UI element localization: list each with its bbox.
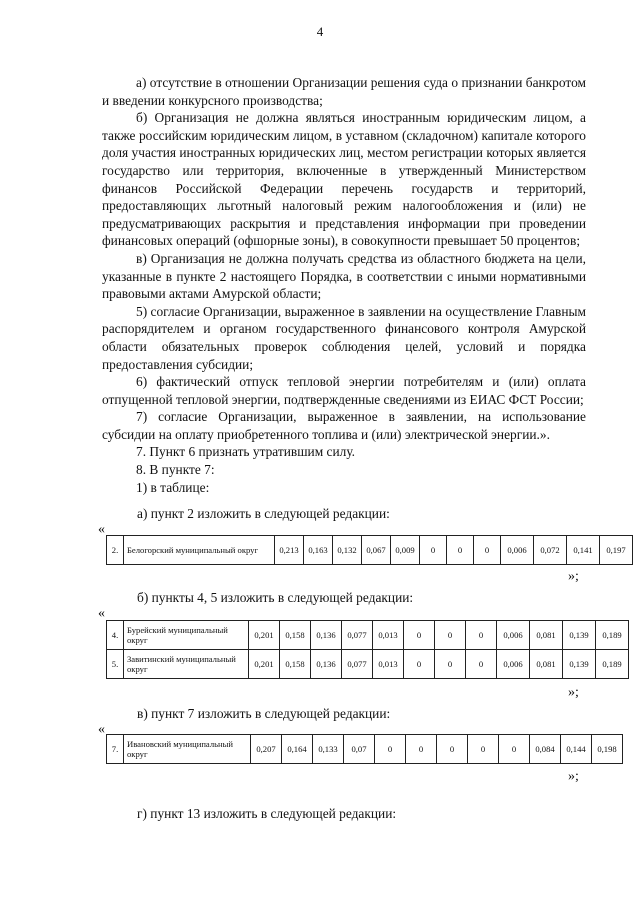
value-cell: 0 xyxy=(468,735,499,764)
paragraph-item-7: 7. Пункт 6 признать утратившим силу. xyxy=(136,444,356,460)
value-cell: 0,198 xyxy=(592,735,623,764)
instruction-b: б) пункты 4, 5 изложить в следующей редакции: xyxy=(137,590,414,605)
value-cell: 0,201 xyxy=(249,621,280,650)
page-number: 4 xyxy=(316,24,324,39)
value-cell: 0 xyxy=(375,735,406,764)
value-cell: 0 xyxy=(474,536,501,565)
row-number: 7. xyxy=(107,735,124,764)
value-cell: 0,013 xyxy=(373,621,404,650)
municipality-name: Бурейский муниципальный округ xyxy=(124,621,249,650)
value-cell: 0,139 xyxy=(563,650,596,679)
table-row xyxy=(107,650,629,679)
table-points-4-5 xyxy=(106,620,629,679)
instruction-a: а) пункт 2 изложить в следующей редакции: xyxy=(137,506,390,521)
value-cell: 0,006 xyxy=(497,621,530,650)
value-cell: 0,141 xyxy=(567,536,600,565)
value-cell: 0,084 xyxy=(530,735,561,764)
table-row xyxy=(107,536,633,565)
value-cell: 0,133 xyxy=(313,735,344,764)
close-quote: »; xyxy=(568,769,579,784)
table-point-7 xyxy=(106,734,623,764)
table-row xyxy=(107,735,623,764)
instruction-g: г) пункт 13 изложить в следующей редакции: xyxy=(137,806,397,821)
paragraph-b: б) Организация не должна являться иностранным юридическим лицом, а также российским юридическим лицом, в уставном (складочном) капитале которого доля участия иностранных юридических лиц, местом регистрации которых является государство или территория, включенные в утвержденный Министерством финансов Российской Федерации перечень государств и территорий, предоставляющих льготный налоговый режим налогообложения и (или) не предусматривающих раскрытия и представления информации при проведении финансовых операций (офшорные зоны), в совокупности превышает 50 процентов; xyxy=(102,110,586,249)
value-cell: 0 xyxy=(420,536,447,565)
value-cell: 0,164 xyxy=(282,735,313,764)
value-cell: 0,197 xyxy=(600,536,633,565)
table-point-2 xyxy=(106,535,633,565)
municipality-name: Ивановский муниципальный округ xyxy=(124,735,251,764)
row-number: 5. xyxy=(107,650,124,679)
paragraph-7: 7) согласие Организации, выраженное в заявлении, на использование субсидии на оплату приобретенного топлива и (или) электрической энергии.». xyxy=(102,409,586,442)
value-cell: 0 xyxy=(435,650,466,679)
value-cell: 0 xyxy=(404,621,435,650)
value-cell: 0 xyxy=(466,621,497,650)
row-number: 2. xyxy=(107,536,124,565)
value-cell: 0,081 xyxy=(530,650,563,679)
municipality-name: Белогорский муниципальный округ xyxy=(124,536,275,565)
instruction-v: в) пункт 7 изложить в следующей редакции: xyxy=(137,706,391,721)
row-number: 4. xyxy=(107,621,124,650)
value-cell: 0,072 xyxy=(534,536,567,565)
value-cell: 0,207 xyxy=(251,735,282,764)
table-row xyxy=(107,621,629,650)
value-cell: 0,163 xyxy=(304,536,333,565)
paragraph-5: 5) согласие Организации, выраженное в заявлении на осуществление Главным распорядителем и органом государственного финансового контроля Амурской области обязательных проверок соблюдения целей, условий и порядка предоставления субсидии; xyxy=(102,303,586,372)
value-cell: 0,144 xyxy=(561,735,592,764)
value-cell: 0,006 xyxy=(501,536,534,565)
paragraph-6: 6) фактический отпуск тепловой энергии потребителям и (или) оплата отпущенной тепловой энергии, подтвержденные сведениями из ЕИАС ФСТ России; xyxy=(102,374,586,407)
value-cell: 0 xyxy=(466,650,497,679)
value-cell: 0 xyxy=(406,735,437,764)
value-cell: 0 xyxy=(499,735,530,764)
open-quote: « xyxy=(98,722,105,737)
paragraph-v: в) Организация не должна получать средства из областного бюджета на цели, указанные в пункте 2 настоящего Порядка, в соответствии с иными нормативными правовыми актами Амурской области; xyxy=(102,250,586,302)
value-cell: 0,077 xyxy=(342,621,373,650)
value-cell: 0 xyxy=(437,735,468,764)
document-body xyxy=(102,74,586,496)
close-quote: »; xyxy=(568,685,579,700)
value-cell: 0,006 xyxy=(497,650,530,679)
value-cell: 0,136 xyxy=(311,621,342,650)
value-cell: 0,158 xyxy=(280,621,311,650)
value-cell: 0,07 xyxy=(344,735,375,764)
value-cell: 0,009 xyxy=(391,536,420,565)
value-cell: 0,213 xyxy=(275,536,304,565)
value-cell: 0,077 xyxy=(342,650,373,679)
open-quote: « xyxy=(98,522,105,537)
municipality-name: Завитинский муниципальный округ xyxy=(124,650,249,679)
value-cell: 0,158 xyxy=(280,650,311,679)
value-cell: 0,136 xyxy=(311,650,342,679)
value-cell: 0,189 xyxy=(596,621,629,650)
value-cell: 0,067 xyxy=(362,536,391,565)
value-cell: 0,139 xyxy=(563,621,596,650)
value-cell: 0,201 xyxy=(249,650,280,679)
paragraph-a: а) отсутствие в отношении Организации решения суда о признании банкротом и введении конкурсного производства; xyxy=(102,75,586,108)
value-cell: 0 xyxy=(447,536,474,565)
value-cell: 0,132 xyxy=(333,536,362,565)
open-quote: « xyxy=(98,606,105,621)
value-cell: 0 xyxy=(404,650,435,679)
paragraph-table-intro: 1) в таблице: xyxy=(136,479,210,495)
value-cell: 0,189 xyxy=(596,650,629,679)
paragraph-item-8: 8. В пункте 7: xyxy=(136,462,215,478)
value-cell: 0 xyxy=(435,621,466,650)
close-quote: »; xyxy=(568,569,579,584)
value-cell: 0,013 xyxy=(373,650,404,679)
value-cell: 0,081 xyxy=(530,621,563,650)
